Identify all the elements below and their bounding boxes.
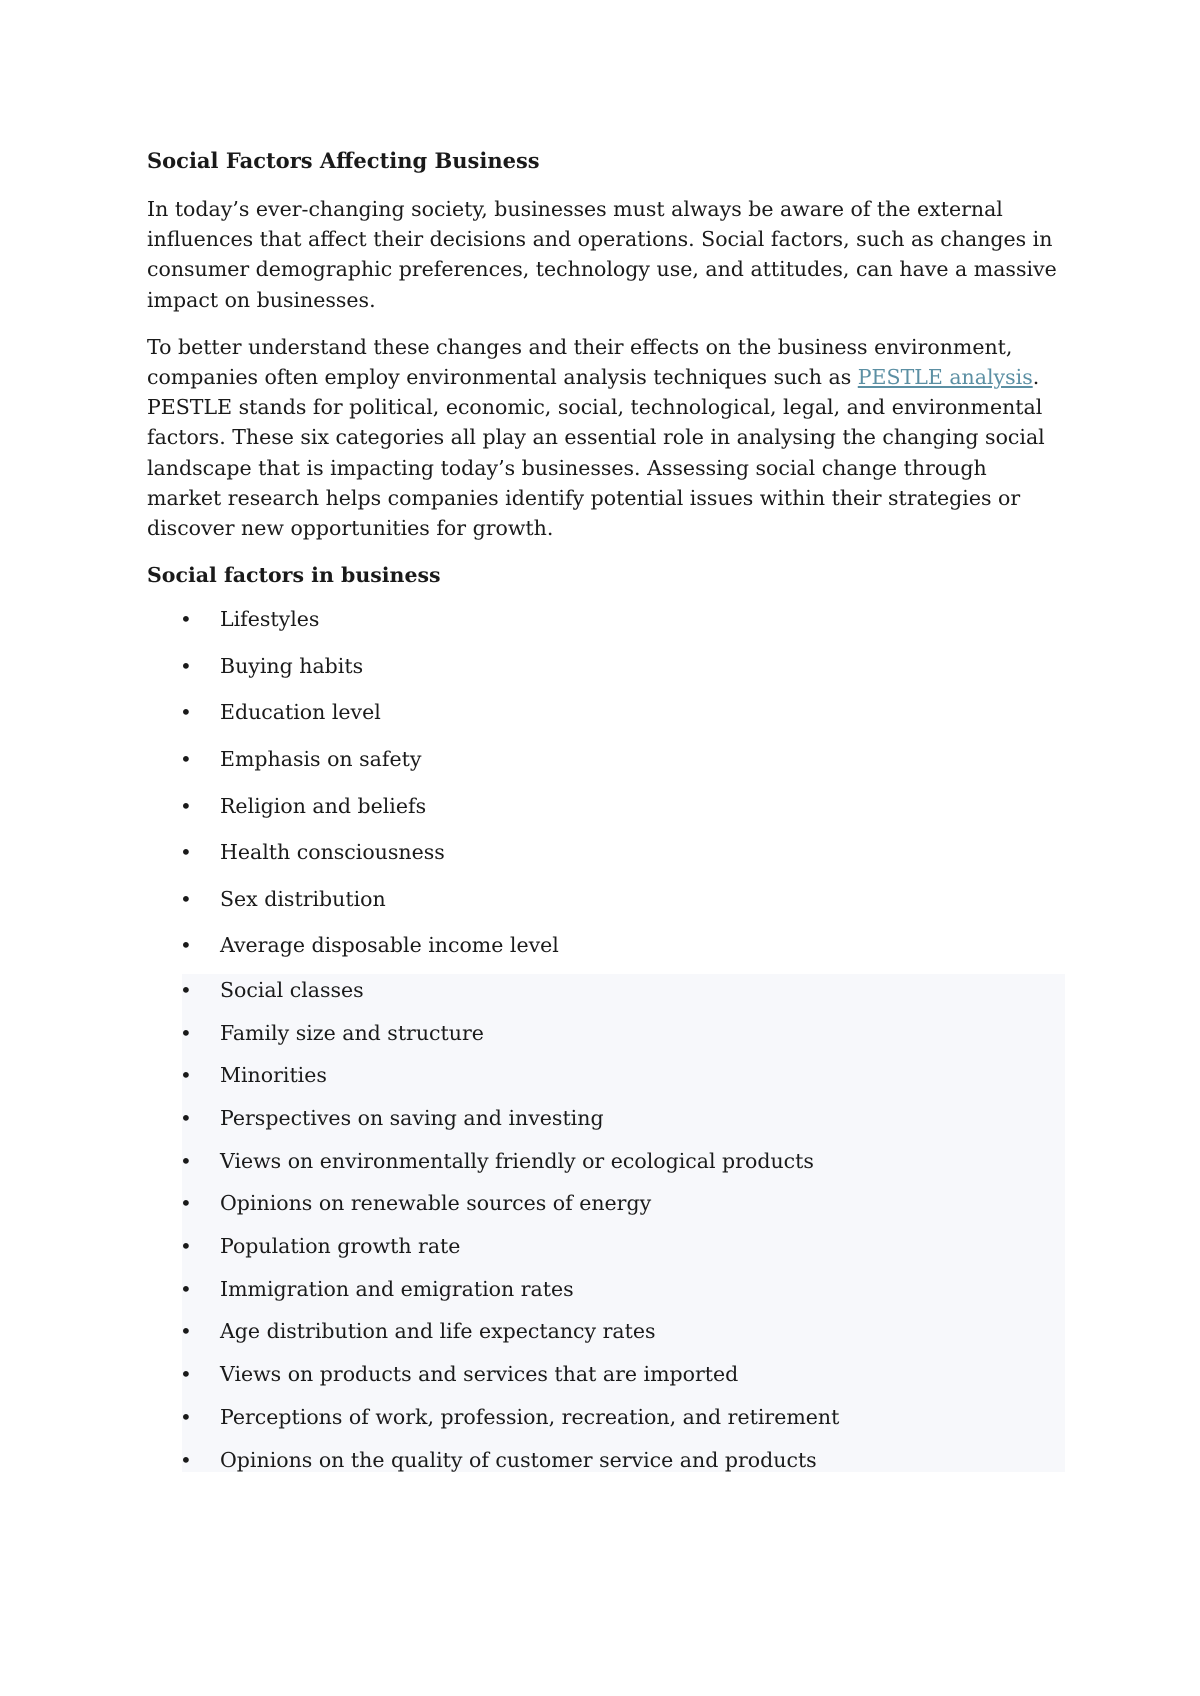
list-item-label: Opinions on renewable sources of energy [220,1191,652,1216]
bullet-icon: • [180,747,192,772]
list-item [147,1060,1067,1090]
list-item-label: Social classes [220,977,364,1002]
list-item [147,697,1067,727]
list-item-label: Views on environmentally friendly or ecological products [220,1148,814,1173]
bullet-icon: • [180,977,192,1002]
list-item [147,1146,1067,1176]
list-item [147,651,1067,681]
bullet-icon: • [180,1106,192,1131]
list-item [147,1018,1067,1048]
list-item-label: Perceptions of work, profession, recreation, and retirement [220,1404,840,1429]
social-factors-list [147,604,1067,960]
list-item-label: Opinions on the quality of customer service and products [220,1447,817,1472]
section-heading: Social factors in business [147,563,441,588]
list-item [147,1231,1067,1261]
list-item-label: Family size and structure [220,1020,484,1045]
list-item-label: Age distribution and life expectancy rates [220,1319,656,1344]
list-item-label: Population growth rate [220,1234,461,1259]
bullet-icon: • [180,700,192,725]
bullet-icon: • [180,1020,192,1045]
list-item [147,1402,1067,1432]
bullet-icon: • [180,607,192,632]
bullet-icon: • [180,793,192,818]
list-item-label: Sex distribution [220,886,386,911]
list-item [147,1103,1067,1133]
bullet-icon: • [180,1404,192,1429]
shaded-list-block [147,974,1067,1475]
list-item-label: Immigration and emigration rates [220,1276,574,1301]
list-item [147,744,1067,774]
list-item-label: Average disposable income level [220,933,559,958]
bullet-icon: • [180,886,192,911]
pestle-paragraph-text-start: To better understand these changes and their effects on the business environment, companies often employ environmental analysis techniques such as [147,334,1013,390]
list-item [147,1445,1067,1475]
bullet-icon: • [180,1319,192,1344]
list-item [147,837,1067,867]
list-item [147,1188,1067,1218]
bullet-icon: • [180,1234,192,1259]
bullet-icon: • [180,1063,192,1088]
bullet-icon: • [180,1362,192,1387]
bullet-icon: • [180,1191,192,1216]
list-item [147,1359,1067,1389]
bullet-icon: • [180,1276,192,1301]
list-item [147,1316,1067,1346]
intro-paragraph: In today’s ever-changing society, businesses must always be aware of the external influences that affect their decisions and operations. Social factors, such as changes in consumer demographic preferences, technology use, and attitudes, can have a massive impact on businesses. [147,197,1057,312]
bullet-icon: • [180,933,192,958]
list-item [147,604,1067,634]
bullet-icon: • [180,1148,192,1173]
list-item-label: Views on products and services that are imported [220,1362,739,1387]
pestle-paragraph-text-end: . PESTLE stands for political, economic, social, technological, legal, and environmental factors. These six categories all play an essential role in analysing the changing social landscape that is impacting today’s businesses. Assessing social change through market research helps companies identify potential issues within their strategies or discover new opportunities for growth. [147,365,1045,541]
list-item-label: Minorities [220,1063,327,1088]
list-item [147,975,1067,1005]
bullet-icon: • [180,840,192,865]
social-factors-list-continued [147,974,1067,1475]
document-body [147,146,1067,1487]
pestle-analysis-link[interactable]: PESTLE analysis [857,365,1033,390]
list-item-label: Lifestyles [220,607,320,632]
list-item-label: Buying habits [220,653,364,678]
list-item-label: Education level [220,700,381,725]
bullet-icon: • [180,653,192,678]
list-item [147,884,1067,914]
list-item-label: Emphasis on safety [220,747,422,772]
list-item-label: Health consciousness [220,840,445,865]
bullet-icon: • [180,1447,192,1472]
list-item [147,1274,1067,1304]
list-item [147,930,1067,960]
list-item [147,791,1067,821]
list-item-label: Perspectives on saving and investing [220,1106,604,1131]
document-title: Social Factors Affecting Business [147,148,540,173]
pestle-paragraph [147,332,1067,543]
list-item-label: Religion and beliefs [220,793,427,818]
